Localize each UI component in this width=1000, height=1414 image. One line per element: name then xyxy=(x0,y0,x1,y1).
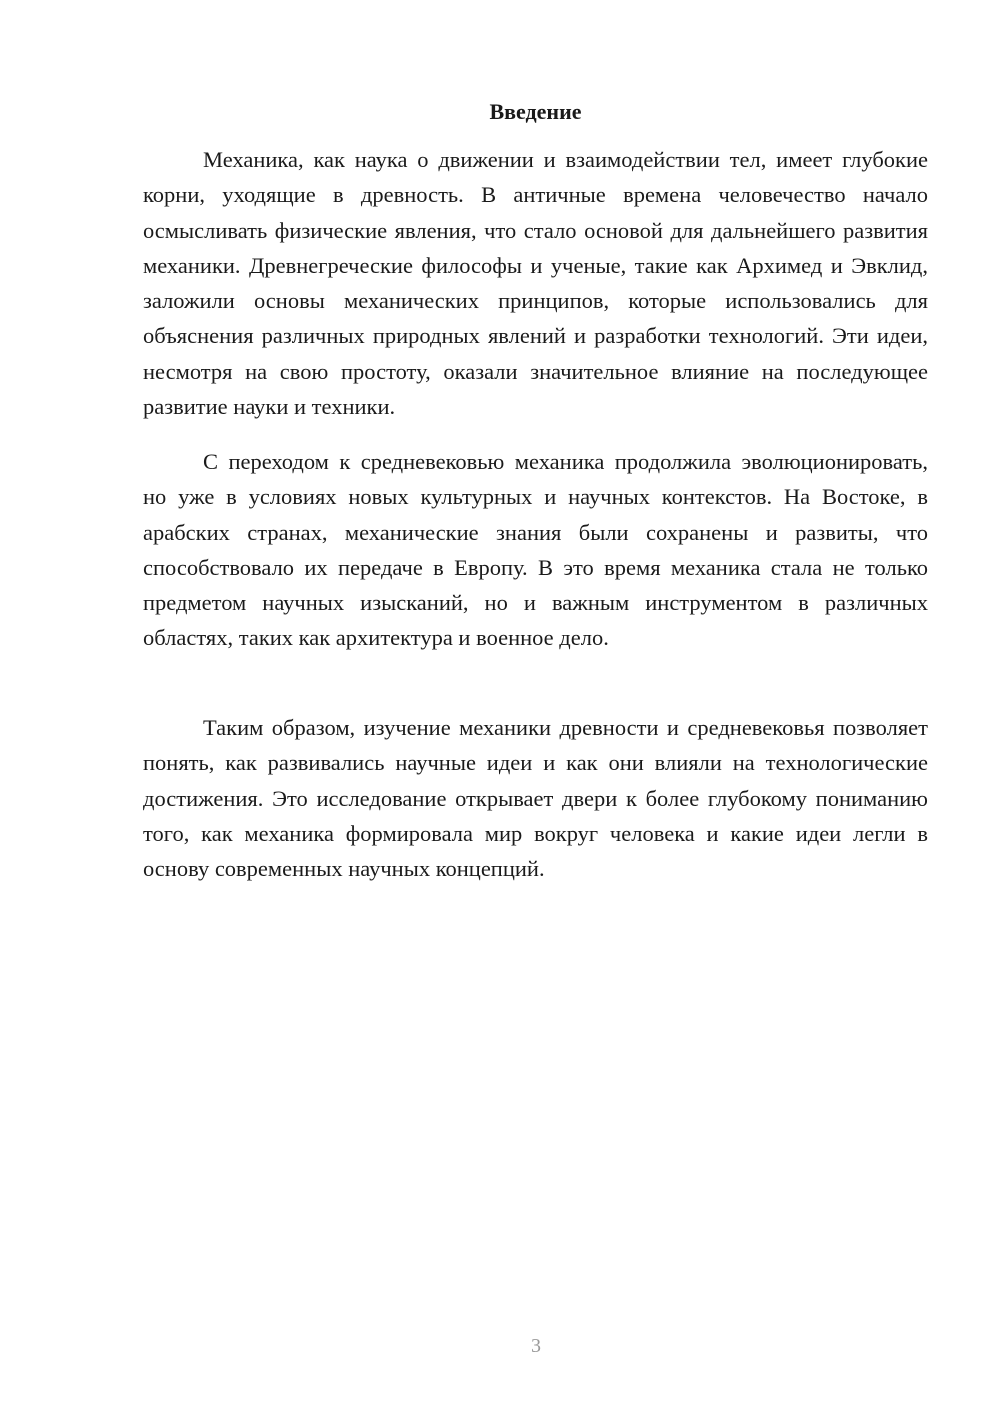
paragraph-antiquity: Механика, как наука о движении и взаимодействии тел, имеет глубокие корни, уходящие в древность. В античные времена человечество начало осмысливать физические явления, что стало основой для дальнейшего развития механики. Древнегреческие философы и ученые, такие как Архимед и Эвклид, заложили основы механических принципов, которые использовались для объяснения различных природных явлений и разработки технологий. Эти идеи, несмотря на свою простоту, оказали значительное влияние на последующее развитие науки и техники. xyxy=(143,147,928,420)
paragraph-middle-ages: С переходом к средневековью механика продолжила эволюционировать, но уже в условиях новых культурных и научных контекстов. На Востоке, в арабских странах, механические знания были сохранены и развиты, что способствовало их передаче в Европу. В это время механика стала не только предметом научных изысканий, но и важным инструментом в различных областях, таких как архитектура и военное дело. xyxy=(143,449,928,651)
section-heading: Введение xyxy=(489,99,582,124)
page-number: 3 xyxy=(531,1335,541,1357)
paragraph-conclusion: Таким образом, изучение механики древности и средневековья позволяет понять, как развивались научные идеи и как они влияли на технологические достижения. Это исследование открывает двери к более глубокому пониманию того, как механика формировала мир вокруг человека и какие идеи легли в основу современных научных концепций. xyxy=(143,715,928,882)
